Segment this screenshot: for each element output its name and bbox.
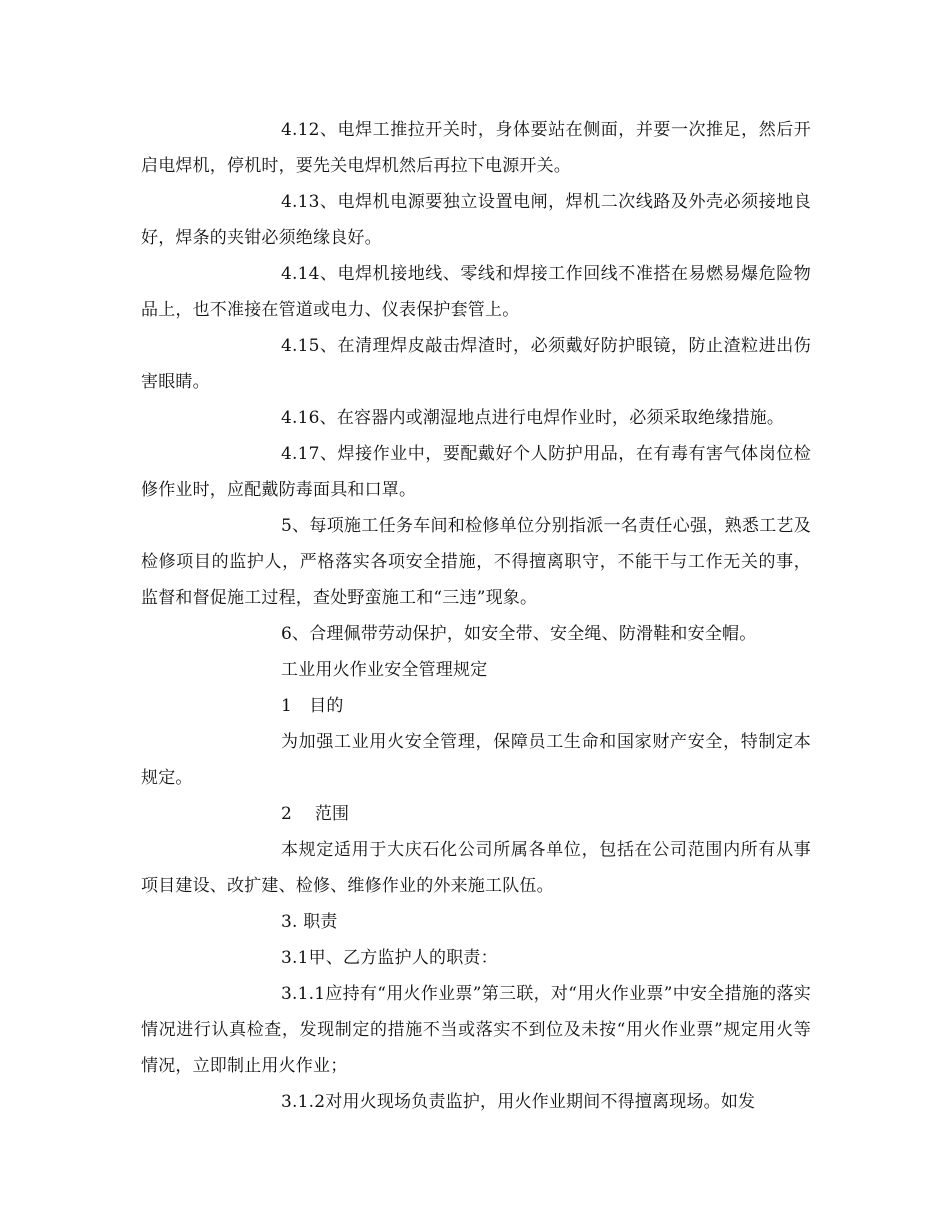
paragraph-4-12: 4.12、电焊工推拉开关时，身体要站在侧面，并要一次推足，然后开启电焊机，停机时，要先关电焊机然后再拉下电源开关。 — [141, 120, 811, 176]
document-body — [141, 112, 811, 1120]
paragraph-3-1-2: 3.1.2对用火现场负责监护，用火作业期间不得擅离现场。如发 — [281, 1092, 756, 1112]
paragraph-5: 5、每项施工任务车间和检修单位分别指派一名责任心强，熟悉工艺及检修项目的监护人，严格落实各项安全措施，不得擅离职守，不能干与工作无关的事，监督和督促施工过程，查处野蛮施工和“三违”现象。 — [141, 516, 811, 608]
paragraph-4-15: 4.15、在清理焊皮敲击焊渣时，必须戴好防护眼镜，防止渣粒进出伤害眼睛。 — [141, 336, 811, 392]
paragraph-scope: 本规定适用于大庆石化公司所属各单位，包括在公司范围内所有从事项目建设、改扩建、检修、维修作业的外来施工队伍。 — [141, 840, 811, 896]
heading-duties-3-1: 3.1甲、乙方监护人的职责： — [281, 948, 498, 968]
heading-duties: 3. 职责 — [281, 912, 338, 932]
heading-scope: 2 范围 — [281, 804, 350, 824]
paragraph-6: 6、合理佩带劳动保护，如安全带、安全绳、防滑鞋和安全帽。 — [281, 624, 757, 644]
paragraph-4-14: 4.14、电焊机接地线、零线和焊接工作回线不准搭在易燃易爆危险物品上，也不准接在管道或电力、仪表保护套管上。 — [141, 264, 811, 320]
paragraph-4-13: 4.13、电焊机电源要独立设置电闸，焊机二次线路及外壳必须接地良好，焊条的夹钳必须绝缘良好。 — [141, 192, 811, 248]
heading-purpose: 1 目的 — [281, 696, 344, 716]
paragraph-4-16: 4.16、在容器内或潮湿地点进行电焊作业时，必须采取绝缘措施。 — [281, 408, 785, 428]
section-title: 工业用火作业安全管理规定 — [281, 660, 488, 680]
paragraph-purpose: 为加强工业用火安全管理，保障员工生命和国家财产安全，特制定本规定。 — [141, 732, 811, 788]
paragraph-3-1-1: 3.1.1应持有“用火作业票”第三联，对“用火作业票”中安全措施的落实情况进行认真检查，发现制定的措施不当或落实不到位及未按“用火作业票”规定用火等情况，立即制止用火作业； — [141, 984, 811, 1076]
paragraph-4-17: 4.17、焊接作业中，要配戴好个人防护用品，在有毒有害气体岗位检修作业时，应配戴防毒面具和口罩。 — [141, 444, 811, 500]
